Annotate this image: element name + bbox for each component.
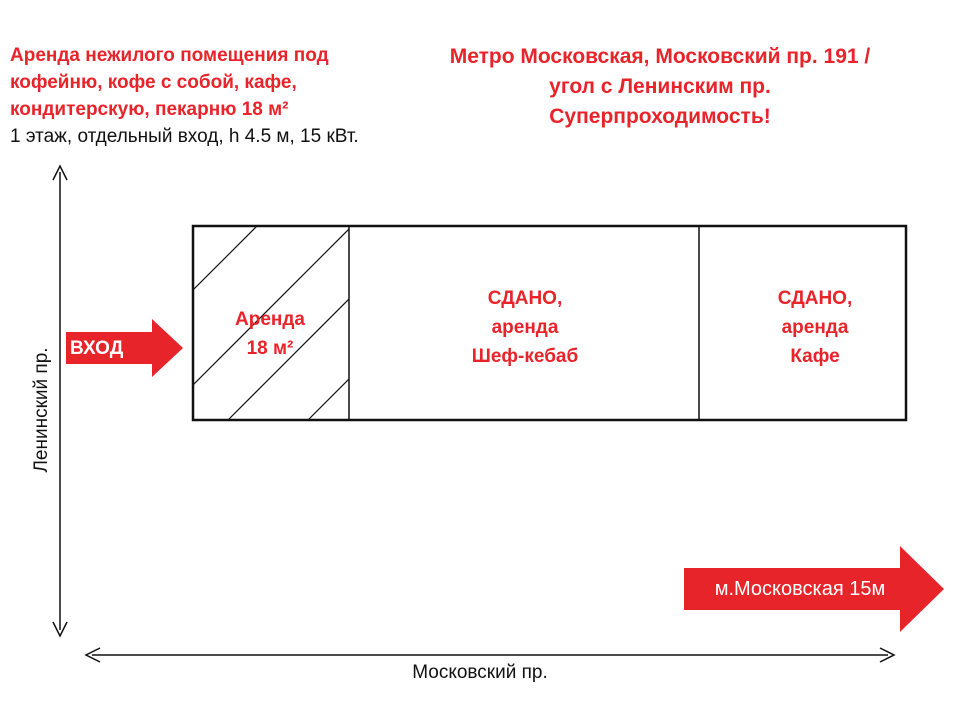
unit-shef-kebab-line-2: аренда [491, 317, 559, 338]
unit-cafe [735, 284, 895, 371]
unit-rental-line-1: Аренда [235, 309, 305, 330]
unit-cafe-line-1: СДАНО, [777, 288, 853, 309]
entrance-label: ВХОД [70, 338, 124, 359]
listing-title-line-1: Аренда нежилого помещения под [10, 45, 329, 66]
unit-rental-line-2: 18 м² [246, 338, 294, 359]
headline-line-2: угол с Ленинским пр. [549, 75, 771, 98]
unit-shef-kebab-line-3: Шеф-кебаб [471, 346, 579, 367]
headline-line-1: Метро Московская, Московский пр. 191 / [449, 45, 871, 68]
headline-line-3: Суперпроходимость! [549, 105, 771, 128]
unit-shef-kebab [440, 284, 610, 371]
listing-details: 1 этаж, отдельный вход, h 4.5 м, 15 кВт. [10, 126, 359, 147]
metro-distance-label: м.Московская 15м [714, 578, 886, 600]
unit-rental [205, 305, 335, 363]
unit-cafe-line-3: Кафе [790, 346, 840, 367]
unit-shef-kebab-line-1: СДАНО, [487, 288, 563, 309]
listing-title-line-3: кондитерскую, пекарню 18 м² [10, 99, 289, 120]
unit-cafe-line-2: аренда [781, 317, 849, 338]
listing-title-line-2: кофейню, кофе с собой, кафе, [10, 72, 297, 93]
moskovsky-prospekt-label: Московский пр. [412, 662, 548, 683]
leninsky-prospekt-label: Ленинский пр. [31, 347, 52, 473]
